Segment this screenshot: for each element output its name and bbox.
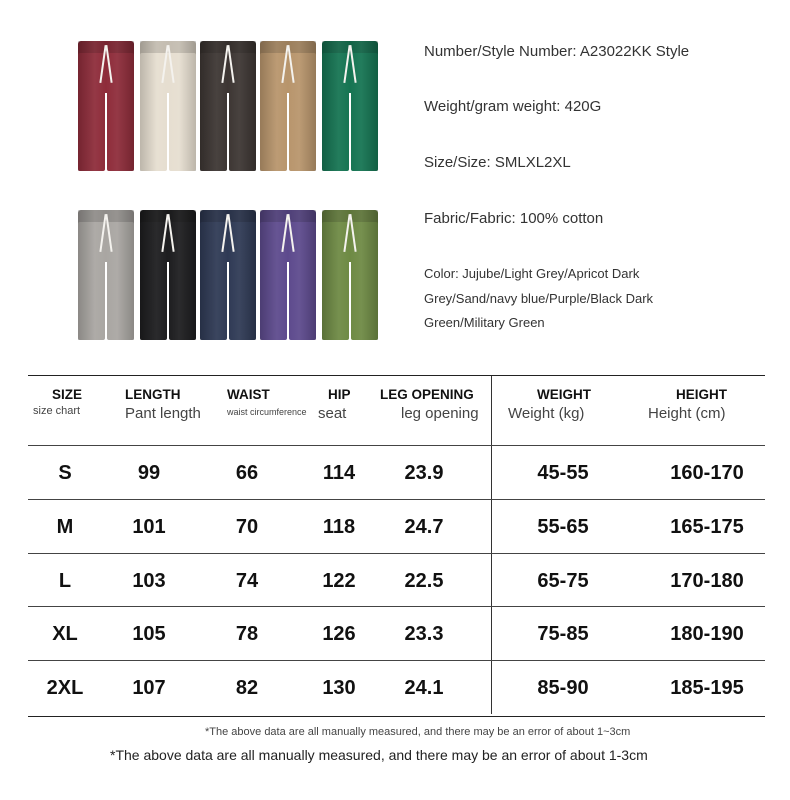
table-cell: 66 <box>235 462 259 484</box>
table-cell: 165-175 <box>670 516 744 538</box>
header-weight-sub: Weight (kg) <box>508 405 585 422</box>
pants-swatch-purple <box>260 210 316 340</box>
pants-swatch-jujube <box>78 41 134 171</box>
header-leg-opening-sub: leg opening <box>401 405 479 422</box>
header-leg-opening <box>380 387 479 422</box>
table-cell: 70 <box>235 516 259 538</box>
row-separator <box>28 499 765 500</box>
header-hip-label: HIP <box>328 387 351 402</box>
pants-swatch-military-green <box>322 210 378 340</box>
header-height <box>648 387 727 422</box>
header-weight-label: WEIGHT <box>537 387 591 402</box>
pants-swatch-black <box>140 210 196 340</box>
size-chart-table <box>28 375 765 717</box>
size-cell: S <box>58 462 72 484</box>
table-cell: 85-90 <box>537 677 589 699</box>
table-cell: 180-190 <box>670 623 744 645</box>
table-cell: 99 <box>137 462 161 484</box>
table-cell: 118 <box>322 516 356 538</box>
pants-swatch-sand <box>260 41 316 171</box>
header-hip-sub: seat <box>318 405 347 422</box>
header-hip <box>318 387 351 422</box>
row-separator <box>28 660 765 661</box>
table-cell: 24.7 <box>404 516 444 538</box>
table-cell: 78 <box>235 623 259 645</box>
header-length-sub: Pant length <box>125 405 201 422</box>
table-cell: 122 <box>322 570 356 592</box>
header-size-sub: size chart <box>33 405 81 417</box>
header-size <box>33 387 82 417</box>
header-length <box>125 387 201 422</box>
column-divider <box>491 376 492 714</box>
measurement-note: *The above data are all manually measured, and there may be an error of about 1-3cm <box>110 747 648 763</box>
table-cell: 22.5 <box>404 570 444 592</box>
spec-style-number: Number/Style Number: A23022KK Style <box>424 43 690 60</box>
table-cell: 23.3 <box>404 623 444 645</box>
table-cell: 126 <box>322 623 356 645</box>
header-size-label: SIZE <box>52 387 83 402</box>
spec-color: Color: Jujube/Light Grey/Apricot Dark Grey/Sand/navy blue/Purple/Black Dark Green/Military Green <box>424 266 654 330</box>
header-leg-opening-label: LEG OPENING <box>380 387 474 402</box>
table-cell: 45-55 <box>537 462 589 484</box>
size-cell: L <box>58 570 72 592</box>
table-cell: 160-170 <box>670 462 744 484</box>
pants-swatch-light-grey <box>78 210 134 340</box>
size-cell: 2XL <box>46 677 84 699</box>
spec-weight: Weight/gram weight: 420G <box>424 98 602 115</box>
table-cell: 55-65 <box>537 516 589 538</box>
header-length-label: LENGTH <box>125 387 181 402</box>
table-cell: 24.1 <box>404 677 444 699</box>
table-cell: 23.9 <box>404 462 444 484</box>
spec-size: Size/Size: SMLXL2XL <box>424 154 571 171</box>
table-cell: 65-75 <box>537 570 589 592</box>
header-height-label: HEIGHT <box>676 387 728 402</box>
header-waist <box>227 387 311 417</box>
table-cell: 130 <box>322 677 356 699</box>
table-cell: 114 <box>322 462 356 484</box>
table-cell: 105 <box>132 623 166 645</box>
row-separator <box>28 606 765 607</box>
table-cell: 103 <box>132 570 166 592</box>
table-cell: 170-180 <box>670 570 744 592</box>
header-waist-sub: waist circumference <box>227 407 307 417</box>
measurement-note-small: *The above data are all manually measured, and there may be an error of about 1~3cm <box>205 726 631 738</box>
row-separator <box>28 553 765 554</box>
table-cell: 101 <box>132 516 166 538</box>
pants-swatch-apricot <box>140 41 196 171</box>
size-cell: XL <box>52 623 78 645</box>
table-cell: 75-85 <box>537 623 589 645</box>
header-separator <box>28 445 765 446</box>
header-weight <box>508 387 591 422</box>
size-cell: M <box>56 516 74 538</box>
table-cell: 82 <box>235 677 259 699</box>
table-cell: 74 <box>235 570 259 592</box>
header-waist-label: WAIST <box>227 387 270 402</box>
product-color-swatches <box>75 38 385 338</box>
table-cell: 107 <box>132 677 166 699</box>
pants-swatch-dark-grey <box>200 41 256 171</box>
pants-swatch-dark-green <box>322 41 378 171</box>
spec-fabric: Fabric/Fabric: 100% cotton <box>424 210 604 227</box>
pants-swatch-navy-blue <box>200 210 256 340</box>
header-height-sub: Height (cm) <box>648 405 726 422</box>
table-cell: 185-195 <box>670 677 744 699</box>
